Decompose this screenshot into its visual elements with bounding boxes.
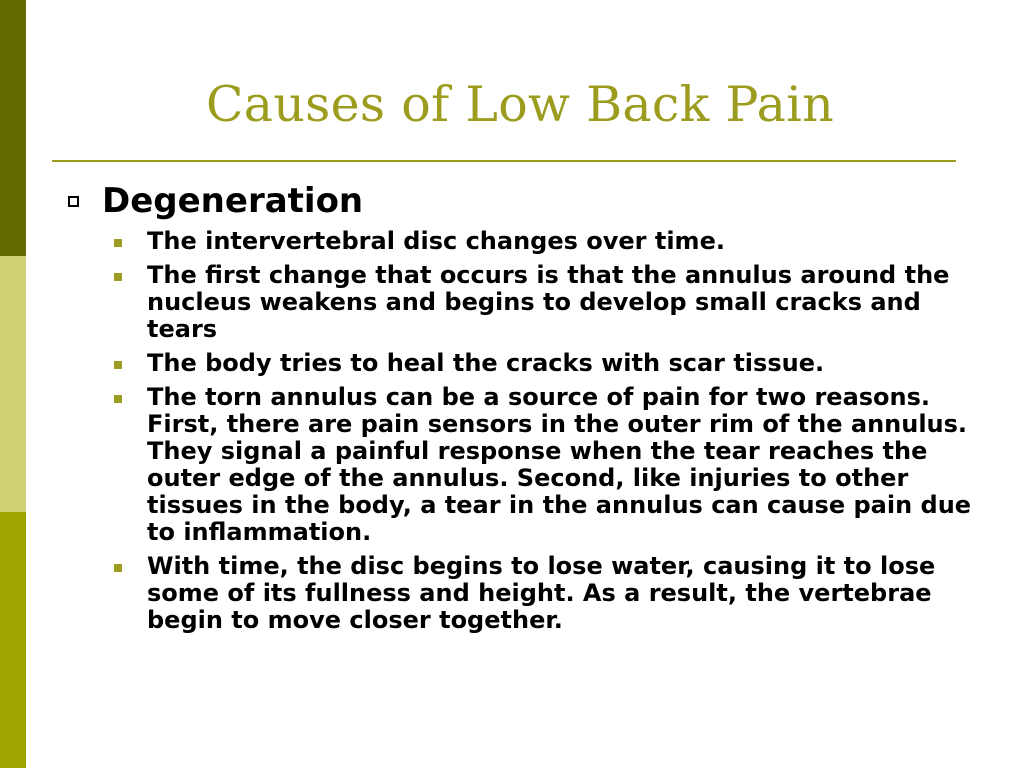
- list-item: [114, 350, 994, 377]
- bullet-text: The intervertebral disc changes over time.: [147, 227, 725, 255]
- square-bullet-icon: [114, 273, 122, 281]
- side-bar-medium: [0, 512, 26, 768]
- side-bar-dark: [0, 0, 26, 256]
- list-item: [114, 262, 994, 343]
- side-bar-light: [0, 256, 26, 512]
- bullet-text: The torn annulus can be a source of pain for two reasons. First, there are pain sensors in the outer rim of the annulus. They signal a painful response when the tear reaches the outer edge of the annulus. Second, like injuries to other tissues in the body, a tear in the annulus can cause pain due to inflammation.: [147, 383, 972, 546]
- bullet-text: The first change that occurs is that the annulus around the nucleus weakens and begins to develop small cracks and tears: [147, 261, 950, 343]
- hollow-square-bullet-icon: [68, 196, 79, 207]
- square-bullet-icon: [114, 395, 122, 403]
- slide-title: Causes of Low Back Pain: [206, 76, 834, 133]
- heading-text: Degeneration: [102, 181, 364, 221]
- square-bullet-icon: [114, 361, 122, 369]
- bullet-text: The body tries to heal the cracks with scar tissue.: [147, 349, 825, 377]
- list-item: [114, 384, 994, 546]
- square-bullet-icon: [114, 564, 122, 572]
- bullet-list: [114, 228, 994, 641]
- list-item: [114, 228, 994, 255]
- bullet-text: With time, the disc begins to lose water, causing it to lose some of its fullness and height. As a result, the vertebrae begin to move closer together.: [147, 552, 936, 634]
- square-bullet-icon: [114, 239, 122, 247]
- list-item: [114, 553, 994, 634]
- title-underline: [52, 160, 956, 162]
